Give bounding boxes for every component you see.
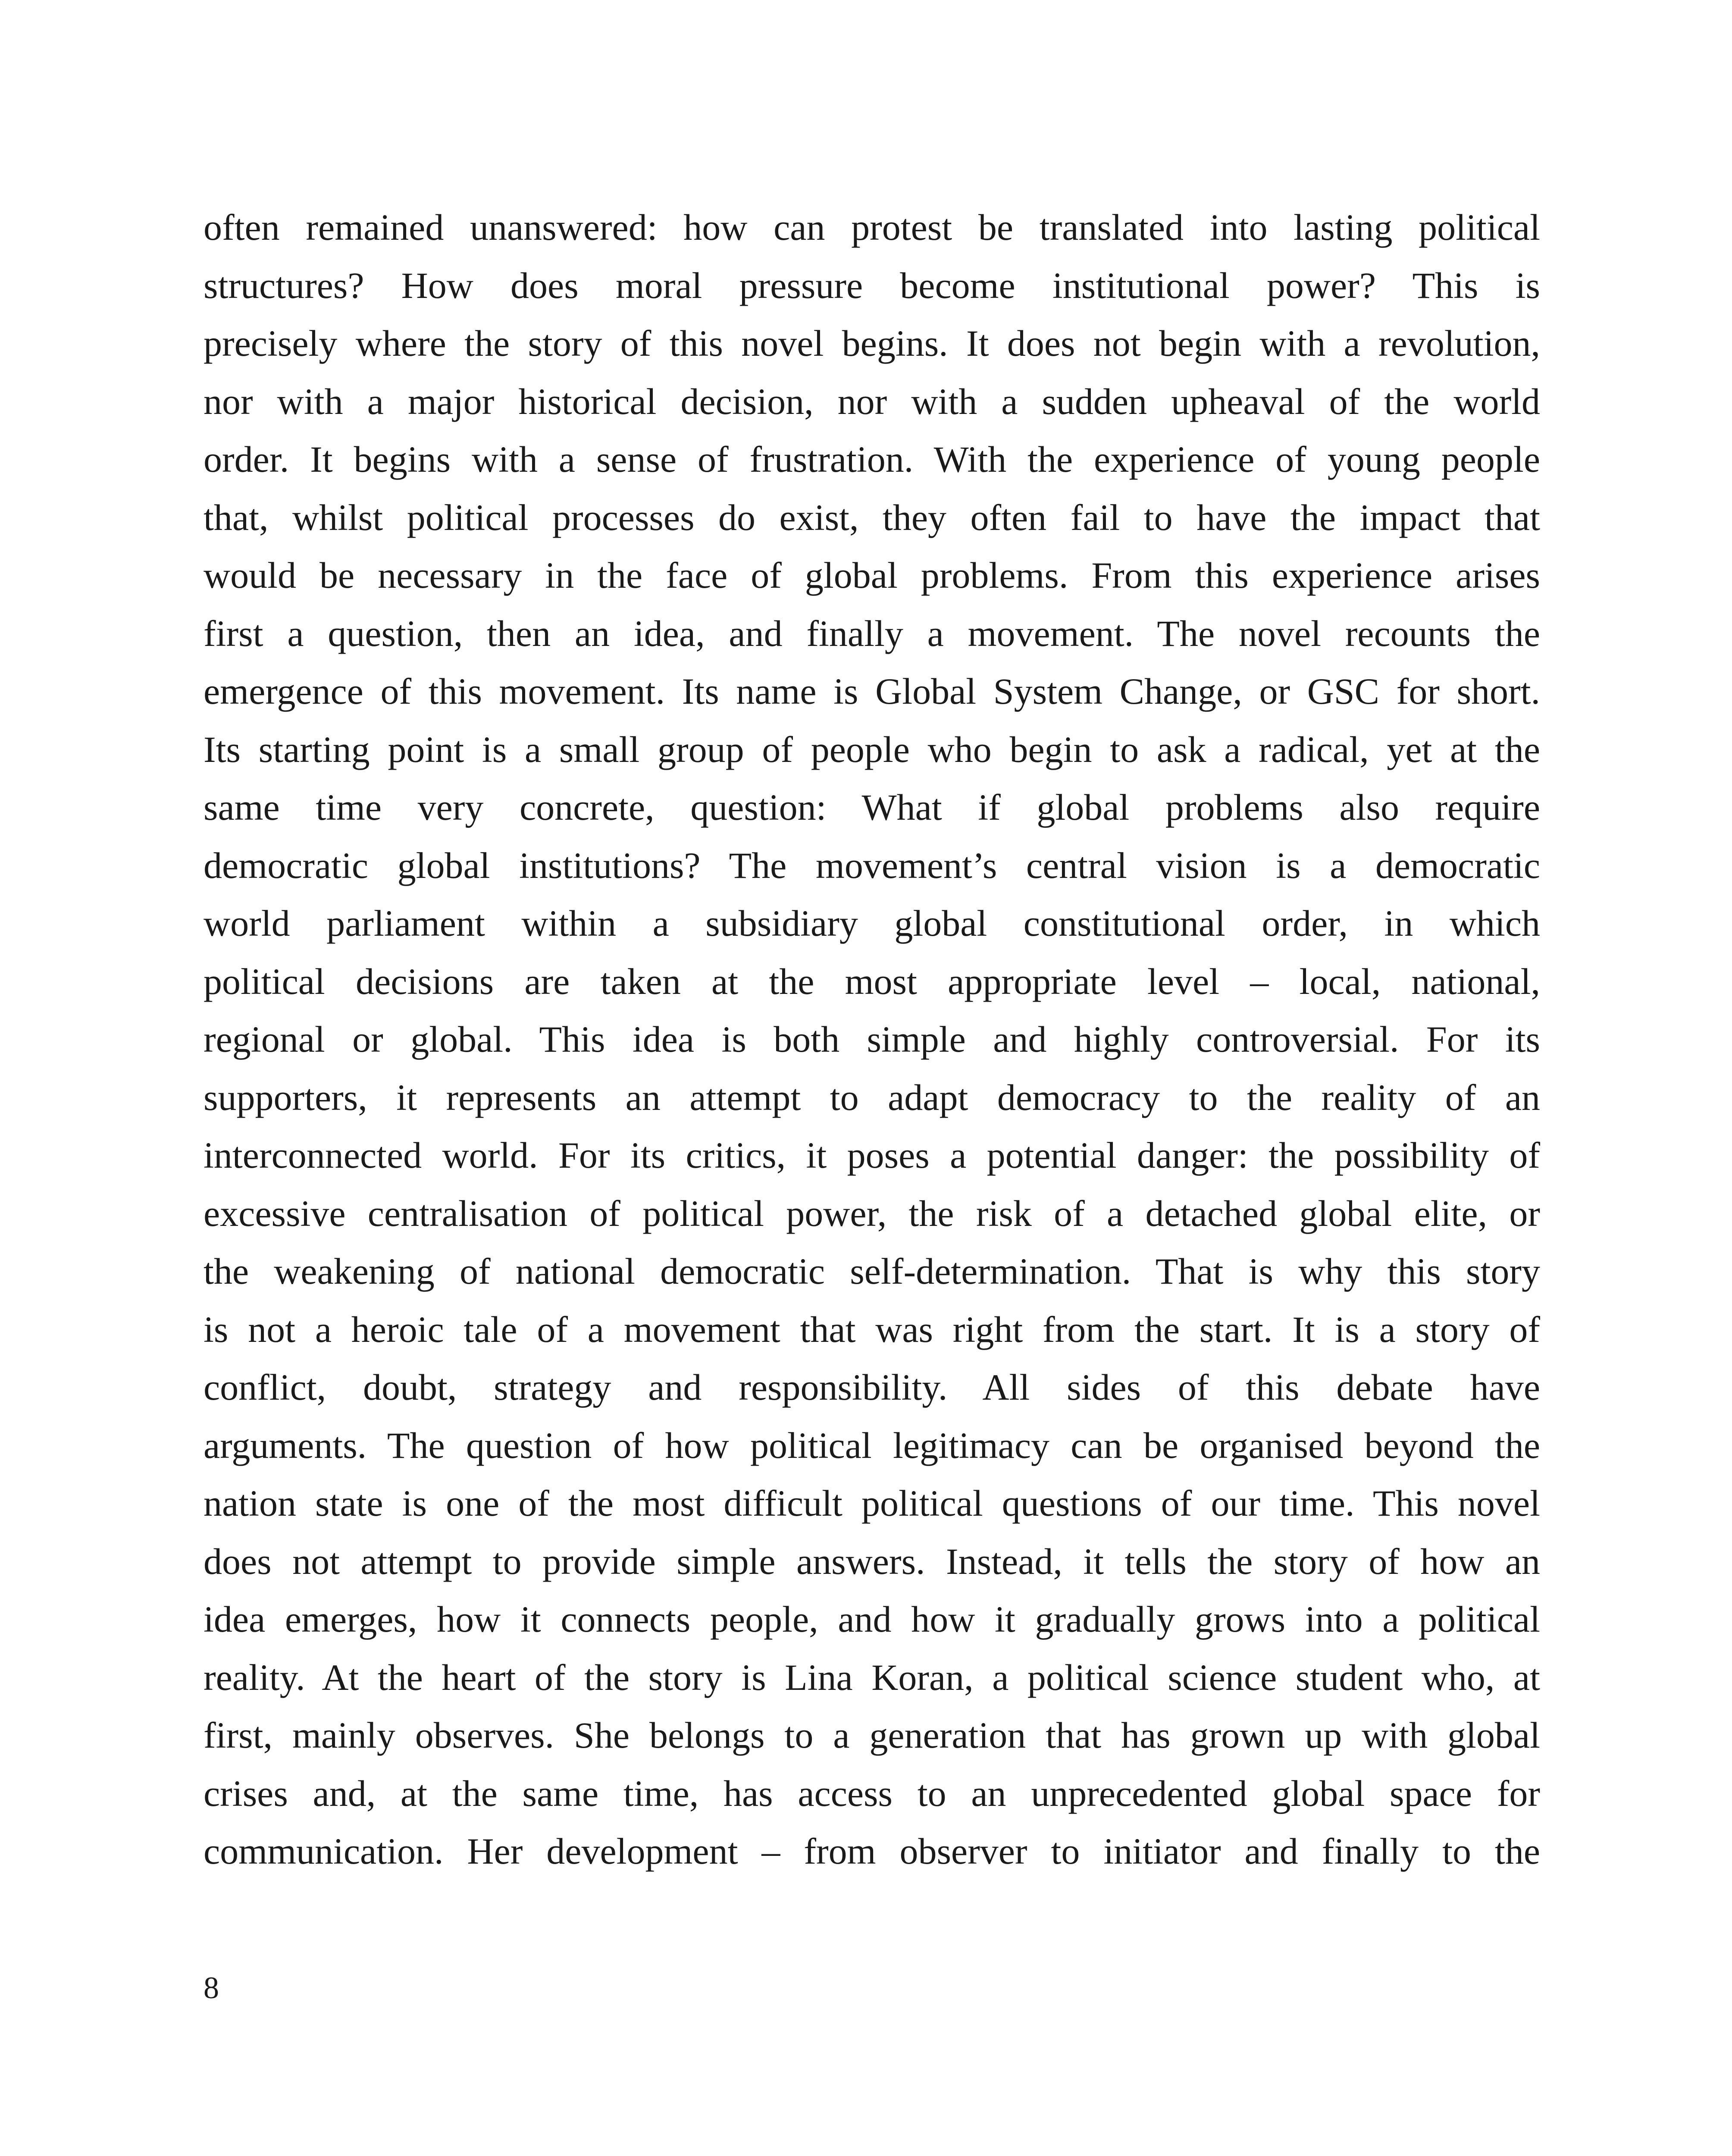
text-line: same time very concrete, question: What if global problems also require	[204, 787, 1540, 828]
text-line: first a question, then an idea, and finally a movement. The novel recounts the	[204, 612, 1540, 654]
text-line: the weakening of national democratic self-determination. That is why this story	[204, 1250, 1540, 1292]
text-line: excessive centralisation of political power, the risk of a detached global elite, or	[204, 1192, 1540, 1234]
text-line: world parliament within a subsidiary global constitutional order, in which	[204, 903, 1540, 944]
text-line: first, mainly observes. She belongs to a generation that has grown up with global	[204, 1714, 1540, 1756]
text-line: nor with a major historical decision, nor with a sudden upheaval of the world	[204, 380, 1540, 422]
text-line: communication. Her development – from observer to initiator and finally to the	[204, 1830, 1540, 1872]
text-line: that, whilst political processes do exist, they often fail to have the impact that	[204, 496, 1540, 538]
page-number: 8	[204, 1971, 219, 2005]
text-line: idea emerges, how it connects people, and how it gradually grows into a political	[204, 1598, 1540, 1640]
text-line: is not a heroic tale of a movement that was right from the start. It is a story of	[204, 1308, 1540, 1350]
text-line: structures? How does moral pressure become institutional power? This is	[204, 264, 1540, 306]
text-line: supporters, it represents an attempt to adapt democracy to the reality of an	[204, 1076, 1540, 1118]
text-line: interconnected world. For its critics, it poses a potential danger: the possibility of	[204, 1134, 1540, 1176]
text-line: would be necessary in the face of global problems. From this experience arises	[204, 555, 1540, 596]
text-line: nation state is one of the most difficult political questions of our time. This novel	[204, 1482, 1540, 1524]
text-line: reality. At the heart of the story is Lina Koran, a political science student who, at	[204, 1656, 1540, 1698]
text-line: conflict, doubt, strategy and responsibility. All sides of this debate have	[204, 1366, 1540, 1408]
text-line: Its starting point is a small group of people who begin to ask a radical, yet at the	[204, 728, 1540, 770]
text-line: emergence of this movement. Its name is Global System Change, or GSC for short.	[204, 671, 1540, 712]
text-line: precisely where the story of this novel begins. It does not begin with a revolution,	[204, 323, 1540, 364]
body-text	[204, 198, 1540, 1880]
text-line: arguments. The question of how political legitimacy can be organised beyond the	[204, 1424, 1540, 1466]
text-line: democratic global institutions? The movement’s central vision is a democratic	[204, 844, 1540, 886]
text-line: regional or global. This idea is both simple and highly controversial. For its	[204, 1018, 1540, 1060]
text-line: does not attempt to provide simple answers. Instead, it tells the story of how an	[204, 1540, 1540, 1582]
text-line: political decisions are taken at the most appropriate level – local, national,	[204, 960, 1540, 1002]
text-line: crises and, at the same time, has access to an unprecedented global space for	[204, 1772, 1540, 1814]
text-line: often remained unanswered: how can protest be translated into lasting political	[204, 207, 1540, 248]
text-line: order. It begins with a sense of frustration. With the experience of young people	[204, 439, 1540, 480]
